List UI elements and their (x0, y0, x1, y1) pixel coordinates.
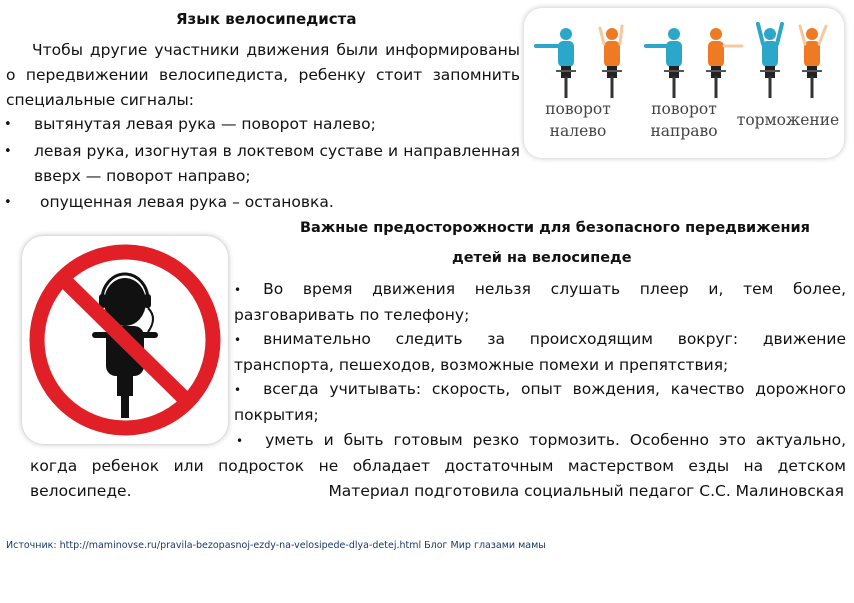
cyclist-blue-icon (536, 28, 576, 98)
section-title-cyclist-language: Язык велосипедиста (176, 10, 357, 28)
bullet: • (236, 434, 244, 448)
cyclist-orange-icon (600, 26, 622, 98)
label-left-line2: налево (549, 122, 607, 140)
cyclist-orange-icon (800, 26, 826, 98)
left-turn-figures (536, 26, 622, 98)
source-link[interactable]: Источник: http://maminovse.ru/pravila-bezopasnoj-ezdy-na-velosipede-dlya-detej.html Блог Мир глазами мамы (6, 540, 546, 551)
label-right-line2: направо (650, 122, 718, 140)
precautions-title-line1: Важные предосторожности для безопасного передвижения (300, 220, 810, 236)
precaution-text: Во время движения нельзя слушать плеер и, тем более, разговаривать по телефону; (234, 280, 846, 324)
no-headphones-icon (22, 236, 228, 444)
no-headphones-sign (22, 236, 228, 444)
signal-item-text: вытянутая левая рука — поворот налево; (34, 115, 376, 133)
precaution-text: внимательно следить за происходящим вокруг: движение транспорта, пешеходов, возможные помехи и препятствия; (234, 330, 846, 374)
label-braking: торможение (736, 111, 840, 129)
label-left-line1: поворот (545, 100, 611, 118)
signal-item-text: опущенная левая рука – остановка. (40, 193, 334, 211)
intro-paragraph (6, 38, 520, 113)
precaution-item-2 (234, 327, 846, 378)
label-right-line1: поворот (651, 100, 717, 118)
author-credit: Материал подготовила социальный педагог С.С. Малиновская (328, 482, 844, 500)
label-right-turn (642, 98, 726, 142)
precaution-item-1 (234, 277, 846, 328)
cyclist-blue-icon (646, 28, 684, 98)
precaution-item-3 (234, 377, 846, 428)
bullet: • (234, 383, 242, 397)
bullet: • (234, 333, 242, 347)
braking-figures (758, 24, 826, 98)
precautions-title-line2: детей на велосипеде (452, 250, 632, 266)
right-turn-figures (646, 28, 742, 98)
bullet: • (4, 144, 12, 159)
cyclist-orange-icon (706, 28, 742, 98)
cyclist-blue-icon (758, 24, 782, 98)
cyclists-figures (524, 8, 844, 103)
label-left-turn (538, 98, 618, 142)
hand-signals-illustration (524, 8, 844, 158)
signal-item-text: левая рука, изогнутая в локтевом суставе и направленная вверх — поворот направо; (34, 142, 520, 185)
bullet: • (234, 283, 242, 297)
intro-text: Чтобы другие участники движения были информированы о передвижении велосипедиста, ребенку стоит запомнить специальные сигналы: (6, 41, 520, 109)
precaution-text: уметь и быть готовым резко тормозить. Особенно это актуально, когда ребенок или подросток не обладает достаточным мастерством езды на детском велосипеде. (30, 431, 846, 500)
bullet: • (4, 195, 12, 210)
precaution-text: всегда учитывать: скорость, опыт вождения, качество дорожного покрытия; (234, 380, 846, 424)
bullet: • (4, 117, 12, 132)
